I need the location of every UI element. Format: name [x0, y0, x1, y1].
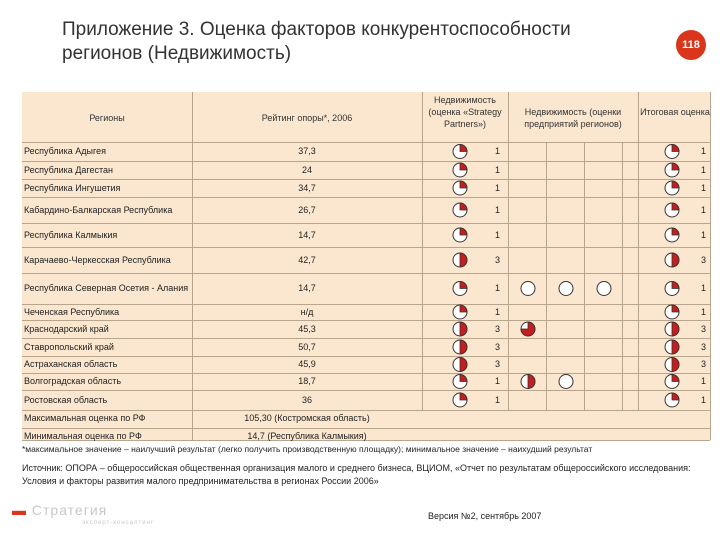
strategy-pie-icon: [453, 305, 467, 319]
strategy-pie-icon: [453, 253, 467, 267]
source-note: Источник: ОПОРА – общероссийская общественная организация малого и среднего бизнеса, ВЦИОМ, «Отчет по результатам общероссийского исследования: Условия и факторы развития малого предпринимательства в регионах России 2006»: [22, 463, 691, 486]
strategy-pie-icon: [453, 393, 467, 407]
final-score: 3: [700, 254, 706, 265]
final-pie-icon: [665, 181, 679, 195]
rating-value: 37,3: [298, 146, 316, 156]
header-strategy: Недвижимость (оценка «Strategy Partners»): [428, 95, 502, 129]
rating-value: 14,7: [298, 229, 316, 240]
strategy-score: 1: [494, 394, 500, 405]
final-score: 1: [700, 394, 706, 405]
logo-mark: ▬: [12, 502, 27, 518]
enterprise-pie-icon: [559, 375, 573, 389]
page-title: Приложение 3. Оценка факторов конкурентоспособности регионов (Недвижимость): [62, 19, 571, 64]
final-pie-icon: [665, 282, 679, 296]
final-pie-icon: [665, 253, 679, 267]
strategy-pie-icon: [453, 322, 467, 336]
final-pie-icon: [665, 358, 679, 372]
strategy-pie-icon: [453, 145, 467, 159]
rating-value: 26,7: [298, 204, 316, 215]
header-final: Итоговая оценка: [640, 107, 710, 117]
final-score: 1: [700, 182, 706, 193]
final-pie-icon: [665, 393, 679, 407]
region-name: Ставропольский край: [24, 341, 114, 352]
strategy-pie-icon: [453, 163, 467, 177]
logo-text: Стратегия: [31, 502, 108, 518]
strategy-score: 1: [494, 229, 500, 240]
strategy-score: 1: [494, 376, 500, 386]
strategy-pie-icon: [453, 340, 467, 354]
version-label: Версия №2, сентябрь 2007: [428, 511, 542, 521]
final-pie-icon: [665, 305, 679, 319]
company-logo: [12, 502, 155, 526]
footnote: *максимальное значение – наилучший результат (легко получить производственную площадку); минимальное значение – наихудший результат: [22, 444, 593, 454]
strategy-score: 1: [494, 146, 500, 156]
enterprise-pie-icon: [597, 282, 611, 296]
final-pie-icon: [665, 322, 679, 336]
region-name: Республика Северная Осетия - Алания: [24, 283, 189, 293]
strategy-score: 3: [494, 323, 500, 334]
region-name: Республика Калмыкия: [24, 229, 118, 240]
region-name: Краснодарский край: [24, 323, 109, 334]
enterprise-pie-icon: [559, 282, 573, 296]
strategy-pie-icon: [453, 203, 467, 217]
final-pie-icon: [665, 203, 679, 217]
region-name: Карачаево-Черкесская Республика: [24, 254, 171, 265]
final-score: 1: [700, 164, 706, 175]
strategy-pie-icon: [453, 375, 467, 389]
rating-value: 18,7: [298, 376, 316, 386]
strategy-score: 3: [494, 341, 500, 352]
strategy-pie-icon: [453, 181, 467, 195]
final-pie-icon: [665, 163, 679, 177]
rating-value: 45,9: [298, 359, 316, 369]
final-score: 1: [700, 204, 706, 215]
max-value: 105,30 (Костромская область): [244, 413, 370, 423]
strategy-pie-icon: [453, 282, 467, 296]
rating-value: 36: [301, 394, 312, 405]
region-name: Республика Ингушетия: [24, 182, 121, 193]
region-name: Волгоградская область: [24, 376, 122, 386]
rating-value: 14,7: [298, 283, 316, 293]
enterprise-pie-icon: [521, 282, 535, 296]
page-number-badge: 118: [676, 30, 706, 60]
min-value: 14,7 (Республика Калмыкия): [247, 431, 367, 441]
region-name: Астраханская область: [24, 359, 118, 369]
final-score: 1: [700, 229, 706, 240]
final-score: 3: [700, 341, 706, 352]
min-label: Минимальная оценка по РФ: [24, 431, 142, 441]
final-pie-icon: [665, 228, 679, 242]
strategy-score: 1: [494, 283, 500, 293]
strategy-score: 1: [494, 164, 500, 175]
rating-value: 45,3: [298, 323, 316, 334]
region-name: Кабардино-Балкарская Республика: [24, 204, 173, 215]
final-pie-icon: [665, 145, 679, 159]
rating-value: 34,7: [298, 182, 316, 193]
final-pie-icon: [665, 375, 679, 389]
logo-subtitle: эксперт-консалтинг: [82, 520, 155, 526]
strategy-score: 1: [494, 204, 500, 215]
header-region: Регионы: [89, 113, 125, 123]
strategy-pie-icon: [453, 358, 467, 372]
region-name: Республика Адыгея: [24, 146, 106, 156]
rating-value: 50,7: [298, 341, 316, 352]
final-score: 1: [700, 283, 706, 293]
enterprise-pie-icon: [521, 322, 535, 336]
rating-value: 42,7: [298, 254, 316, 265]
rating-value: н/д: [300, 306, 314, 317]
region-name: Республика Дагестан: [24, 164, 113, 175]
final-pie-icon: [665, 340, 679, 354]
final-score: 3: [700, 323, 706, 334]
strategy-pie-icon: [453, 228, 467, 242]
final-score: 1: [700, 306, 706, 317]
max-label: Максимальная оценка по РФ: [24, 413, 146, 423]
strategy-score: 1: [494, 306, 500, 317]
final-score: 3: [700, 359, 706, 369]
region-name: Ростовская область: [24, 394, 108, 405]
header-rating: Рейтинг опоры*, 2006: [261, 113, 353, 123]
region-name: Чеченская Республика: [24, 306, 120, 317]
final-score: 1: [700, 146, 706, 156]
header-enterprise: Недвижимость (оценки предприятий регионов): [524, 107, 622, 129]
rating-value: 24: [301, 164, 312, 175]
strategy-score: 1: [494, 182, 500, 193]
enterprise-pie-icon: [521, 375, 535, 389]
final-score: 1: [700, 376, 706, 386]
strategy-score: 3: [494, 254, 500, 265]
strategy-score: 3: [494, 359, 500, 369]
